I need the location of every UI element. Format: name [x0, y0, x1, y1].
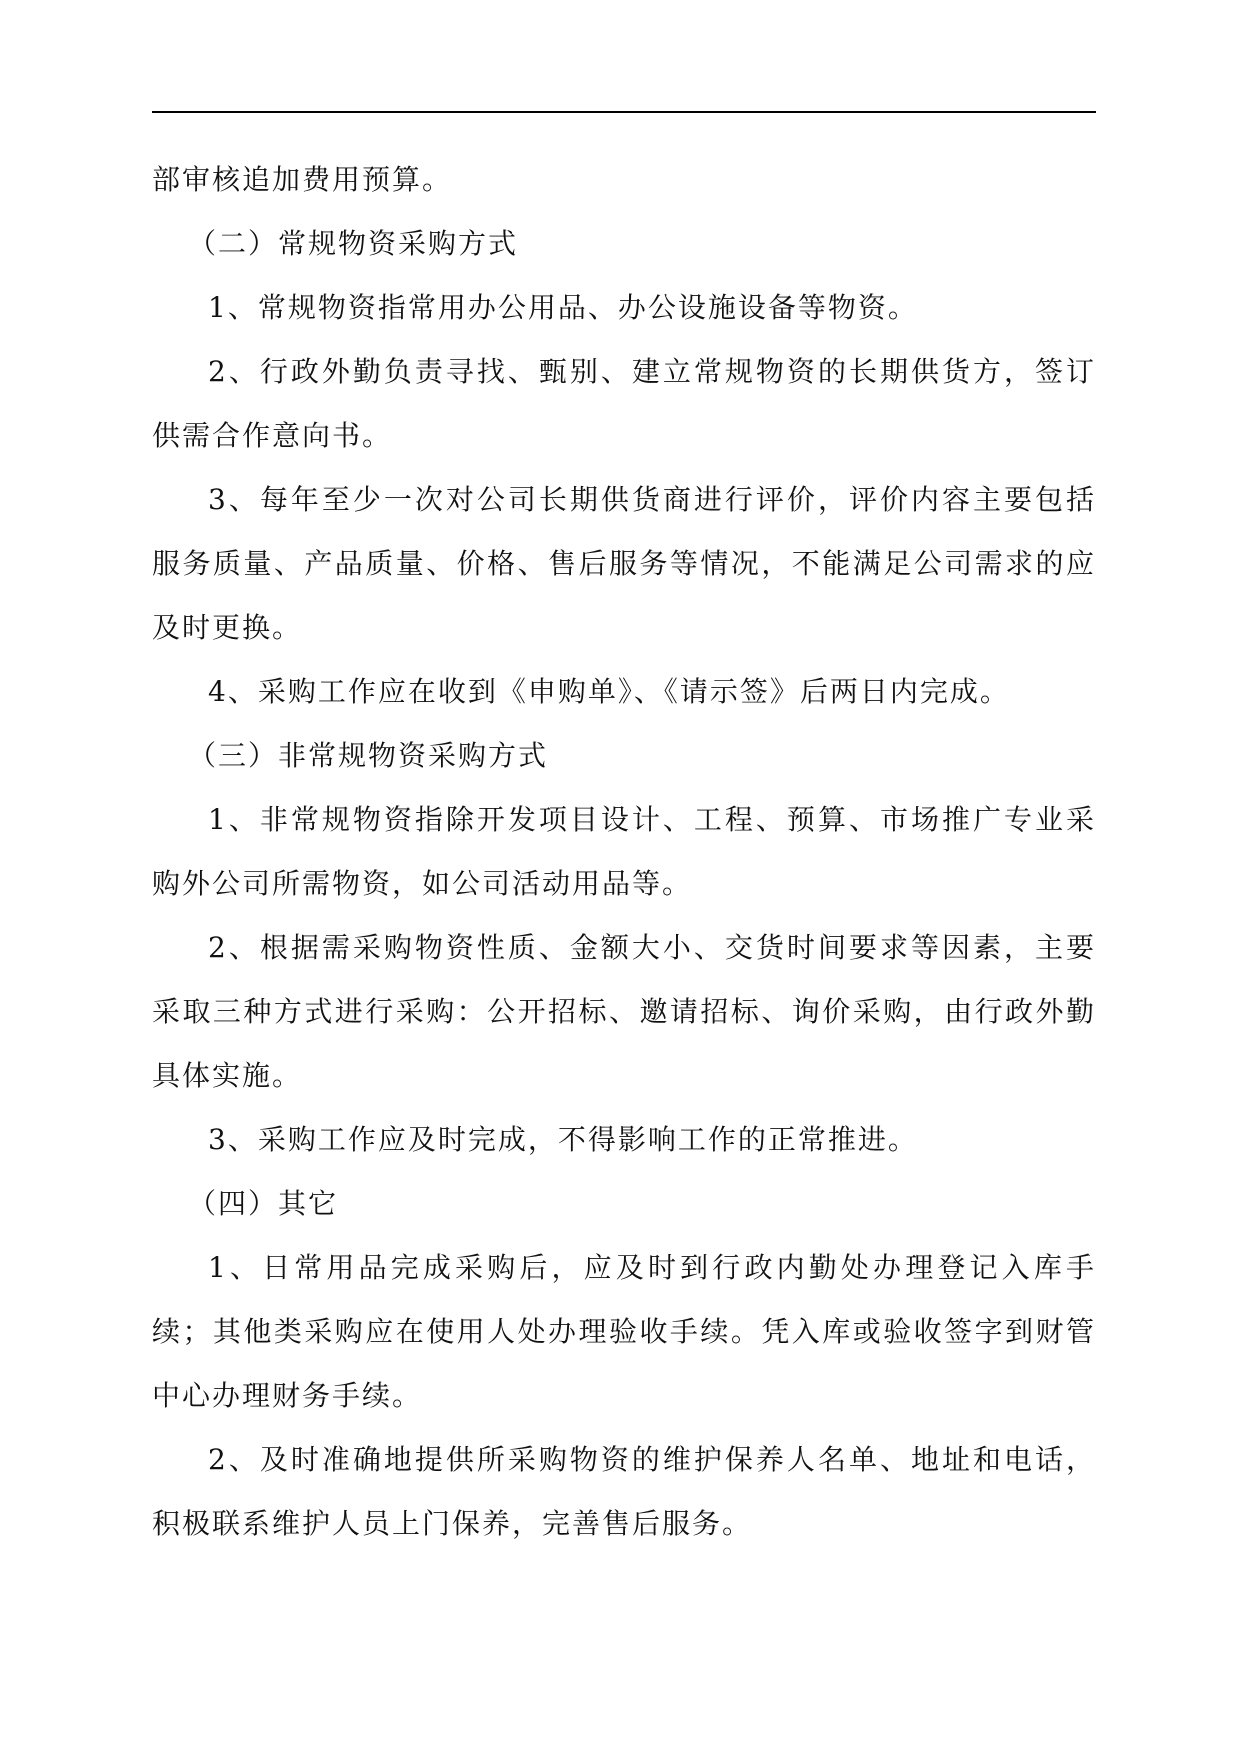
list-item: 1、非常规物资指除开发项目设计、工程、预算、市场推广专业采购外公司所需物资，如公司活动用品等。	[152, 803, 1096, 900]
section-heading-3: （三）非常规物资采购方式	[188, 739, 549, 772]
list-item: 1、日常用品完成采购后，应及时到行政内勤处办理登记入库手续；其他类采购应在使用人处办理验收手续。凭入库或验收签字到财管中心办理财务手续。	[152, 1251, 1096, 1412]
list-item: 2、行政外勤负责寻找、甄别、建立常规物资的长期供货方，签订供需合作意向书。	[152, 355, 1096, 452]
list-item: 3、采购工作应及时完成，不得影响工作的正常推进。	[208, 1123, 918, 1156]
list-item: 1、常规物资指常用办公用品、办公设施设备等物资。	[208, 291, 918, 324]
section-heading-2: （二）常规物资采购方式	[188, 227, 519, 260]
list-item: 3、每年至少一次对公司长期供货商进行评价，评价内容主要包括服务质量、产品质量、价格、售后服务等情况，不能满足公司需求的应及时更换。	[152, 483, 1096, 644]
list-item: 4、采购工作应在收到《申购单》、《请示签》后两日内完成。	[208, 675, 1010, 708]
paragraph-continuation: 部审核追加费用预算。	[152, 163, 453, 196]
list-item: 2、根据需采购物资性质、金额大小、交货时间要求等因素，主要采取三种方式进行采购：公开招标、邀请招标、询价采购，由行政外勤具体实施。	[152, 931, 1096, 1092]
section-heading-4: （四）其它	[188, 1187, 339, 1220]
list-item: 2、及时准确地提供所采购物资的维护保养人名单、地址和电话，积极联系维护人员上门保养，完善售后服务。	[152, 1443, 1096, 1540]
header-rule	[152, 111, 1096, 113]
document-body	[152, 148, 1096, 1556]
